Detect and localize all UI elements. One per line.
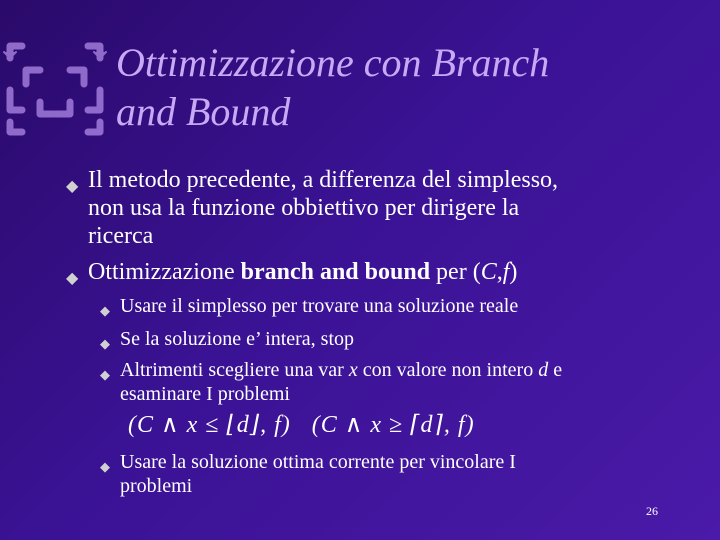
sub-bullet-3-pre: Altrimenti scegliere una var bbox=[120, 359, 349, 381]
bullet-1-line-2: non usa la funzione obbiettivo per dirigere la bbox=[88, 195, 520, 221]
sub-bullet-2 bbox=[100, 327, 660, 351]
diamond-bullet-icon: ◆ bbox=[100, 303, 110, 318]
sub-bullet-4-line-1: Usare la soluzione ottima corrente per vincolare I bbox=[120, 451, 516, 473]
slide-number: 26 bbox=[646, 504, 658, 518]
bullet-2-c: C bbox=[480, 259, 497, 285]
sub-bullet-4 bbox=[100, 450, 660, 498]
bullet-2-close: ) bbox=[509, 259, 518, 285]
diamond-bullet-icon: ◆ bbox=[100, 367, 110, 382]
sub-bullet-3 bbox=[100, 358, 660, 406]
diamond-bullet-icon: ◆ bbox=[66, 270, 79, 287]
bullet-2-mid: per ( bbox=[430, 259, 481, 285]
sub-bullet-3-line-2: esaminare I problemi bbox=[120, 383, 290, 405]
diamond-bullet-icon: ◆ bbox=[100, 336, 110, 351]
bullet-item-2 bbox=[66, 258, 676, 286]
sub-bullet-3-x: x bbox=[348, 359, 358, 381]
bullet-1-line-1: Il metodo precedente, a differenza del simplesso, bbox=[88, 167, 559, 193]
sub-bullet-3-post: e bbox=[548, 359, 563, 381]
sub-bullet-4-line-2: problemi bbox=[120, 475, 193, 497]
bullet-2-pre: Ottimizzazione bbox=[88, 259, 241, 285]
bullet-2-comma: , bbox=[496, 259, 503, 285]
slide-title bbox=[116, 38, 696, 136]
sub-bullet-1-text: Usare il simplesso per trovare una soluzione reale bbox=[120, 295, 519, 317]
sub-bullet-2-text: Se la soluzione e’ intera, stop bbox=[120, 328, 355, 350]
sub-bullet-3-d: d bbox=[538, 359, 549, 381]
formula-left: (C ∧ x ≤ ⌊d⌋, f) bbox=[128, 412, 291, 438]
bullet-1-line-3: ricerca bbox=[88, 223, 154, 249]
sub-bullet-3-mid: con valore non intero bbox=[357, 359, 539, 381]
bullet-item-1 bbox=[66, 166, 676, 250]
bullet-2-bold: branch and bound bbox=[240, 259, 431, 285]
diamond-bullet-icon: ◆ bbox=[66, 178, 79, 195]
formula-right: (C ∧ x ≥ ⌈d⌉, f) bbox=[311, 412, 475, 438]
arrows-logo-icon bbox=[0, 40, 110, 140]
sub-bullet-1 bbox=[100, 294, 660, 318]
title-line-1: Ottimizzazione con Branch bbox=[116, 40, 550, 85]
bullet-2-f: f bbox=[502, 259, 510, 285]
diamond-bullet-icon: ◆ bbox=[100, 459, 110, 474]
formula bbox=[128, 410, 475, 440]
title-line-2: and Bound bbox=[116, 89, 291, 134]
